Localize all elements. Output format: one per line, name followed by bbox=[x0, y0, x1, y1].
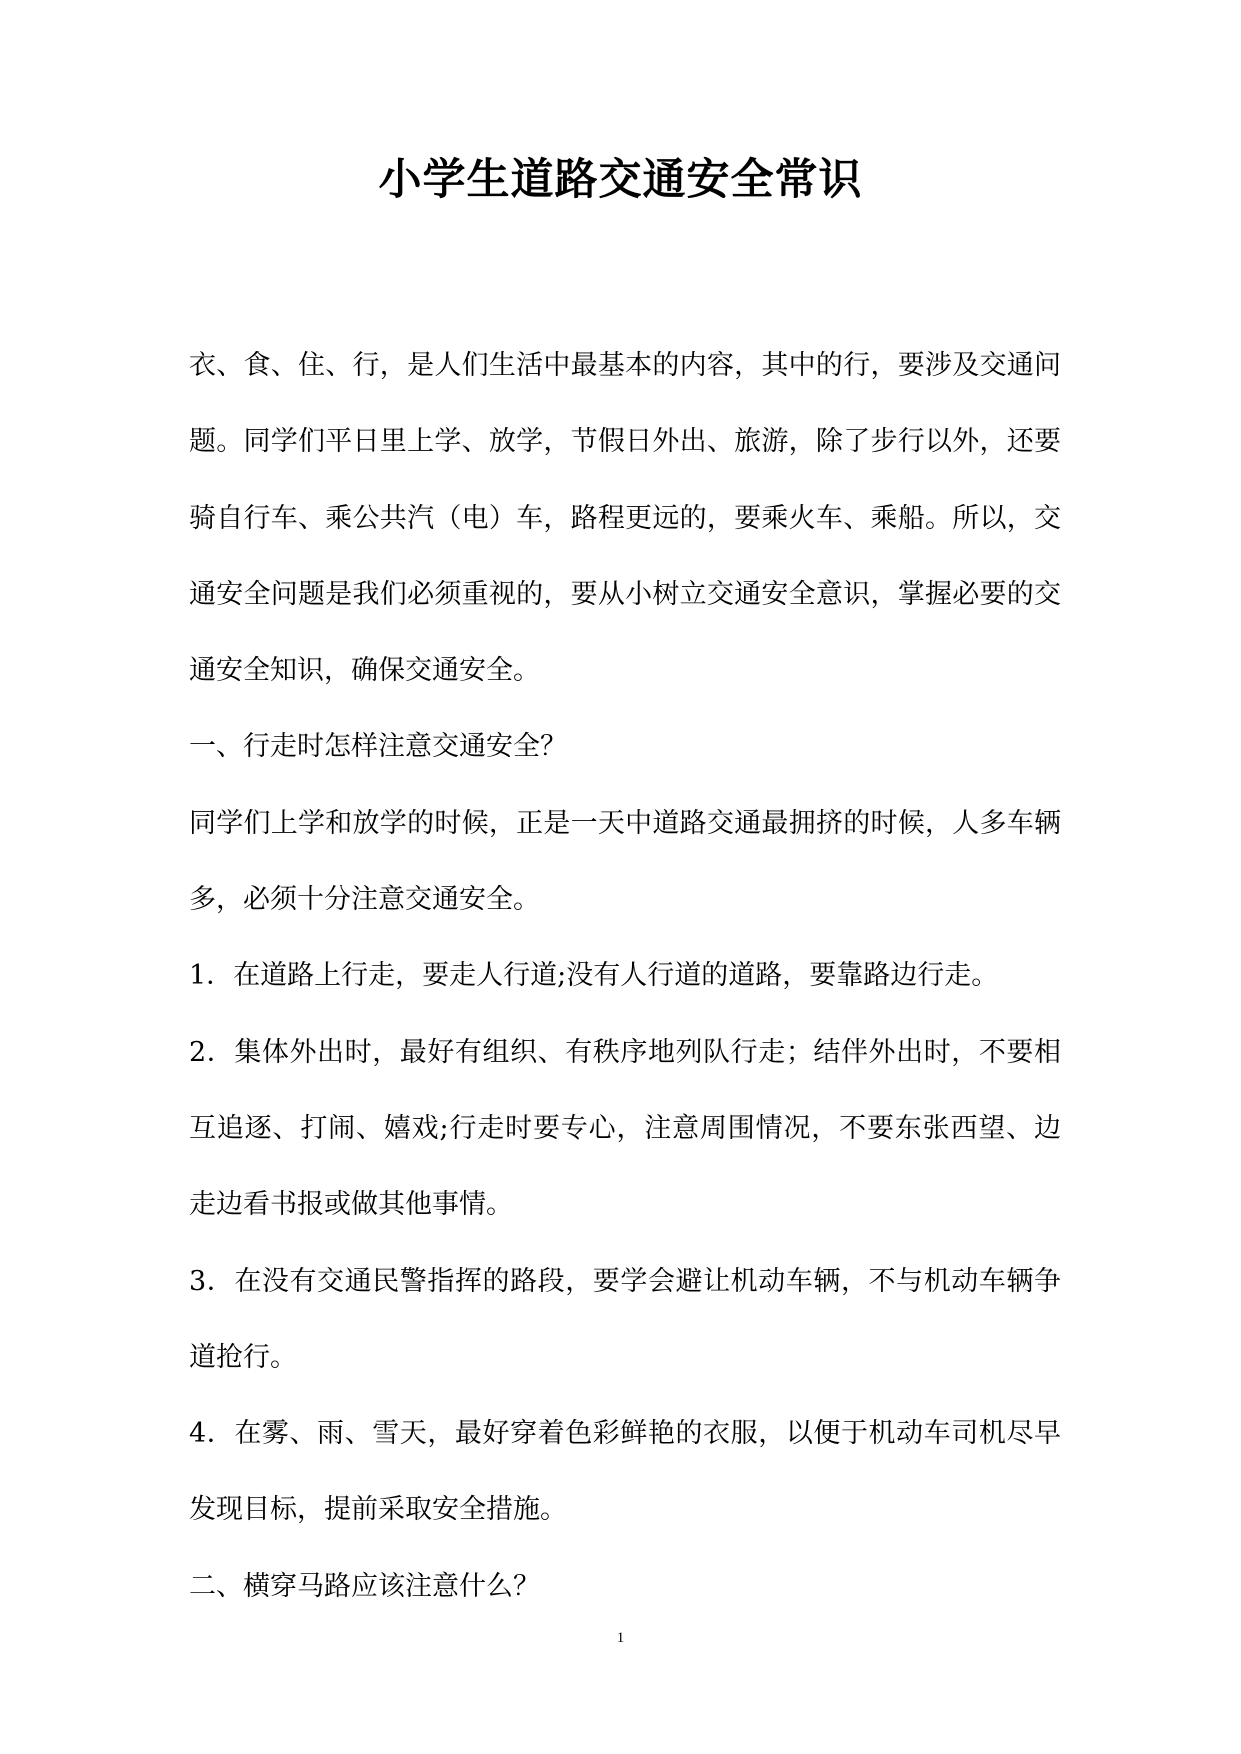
document-title: 小学生道路交通安全常识 bbox=[378, 155, 863, 205]
list-item-4: 4．在雾、雨、雪天，最好穿着色彩鲜艳的衣服，以便于机动车司机尽早发现目标，提前采取安全措施。 bbox=[189, 1418, 1061, 1526]
page-number: 1 bbox=[616, 1630, 625, 1646]
list-item-3: 3．在没有交通民警指挥的路段，要学会避让机动车辆，不与机动车辆争道抢行。 bbox=[189, 1265, 1061, 1373]
walking-intro-paragraph: 同学们上学和放学的时候，正是一天中道路交通最拥挤的时候，人多车辆多，必须十分注意交通安全。 bbox=[189, 807, 1061, 916]
intro-paragraph: 衣、食、住、行，是人们生活中最基本的内容，其中的行，要涉及交通问题。同学们平日里上学、放学，节假日外出、旅游，除了步行以外，还要骑自行车、乘公共汽（电）车，路程更远的，要乘火车、乘船。所以，交通安全问题是我们必须重视的，要从小树立交通安全意识，掌握必要的交通安全知识，确保交通安全。 bbox=[189, 350, 1061, 687]
document-body bbox=[189, 328, 1061, 1625]
section-heading-crossing: 二、横穿马路应该注意什么？ bbox=[189, 1570, 540, 1602]
section-heading-walking: 一、行走时怎样注意交通安全？ bbox=[189, 731, 567, 763]
list-item-1: 1．在道路上行走，要走人行道;没有人行道的道路，要靠路边行走。 bbox=[189, 960, 999, 992]
list-item-2: 2．集体外出时，最好有组织、有秩序地列队行走；结伴外出时，不要相互追逐、打闹、嬉戏;行走时要专心，注意周围情况，不要东张西望、边走边看书报或做其他事情。 bbox=[189, 1036, 1061, 1221]
